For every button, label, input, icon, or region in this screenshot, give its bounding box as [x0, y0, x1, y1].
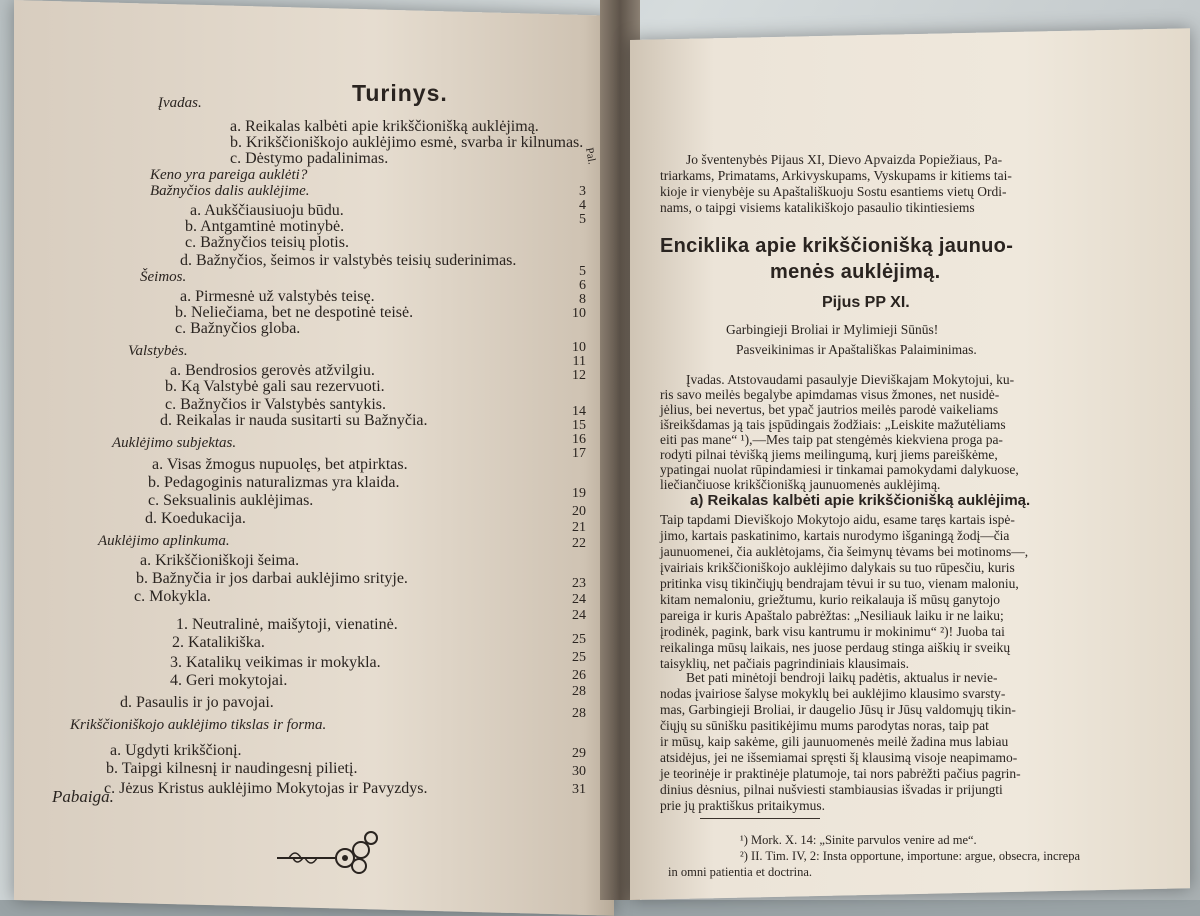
paragraph-line: reikalinga mūsų laikais, nes juose perdaug stinga aiškių ir sveikų — [660, 640, 1011, 655]
toc-entry: d. Reikalas ir nauda susitarti su Bažnyčia. — [160, 412, 428, 429]
toc-entry: b. Bažnyčia ir jos darbai auklėjimo srityje. — [136, 570, 408, 587]
encyclical-title: menės auklėjimą. — [770, 261, 941, 283]
address-line: kioje ir vienybėje su Apaštališkuoju Sostu esantiems vietų Ordi- — [660, 184, 1007, 199]
paragraph-line: pritinka visų tikinčiųjų bendrajam tėvui ir su tuo, vienam maloniu, — [660, 576, 1019, 591]
paragraph-line: ir mūsų, kaip sakėme, gili jaunuomenės meilė žadina mus labiau — [660, 734, 1009, 749]
toc-entry: 1. Neutralinė, maišytoji, vienatinė. — [176, 616, 398, 633]
toc-page-number: 30 — [572, 764, 586, 779]
toc-entry: c. Bažnyčios ir Valstybės santykis. — [165, 396, 387, 413]
toc-entry: c. Seksualinis auklėjimas. — [148, 492, 314, 509]
toc-entry: b. Neliečiama, bet ne despotinė teisė. — [175, 304, 414, 321]
toc-page-number: 22 — [572, 536, 586, 551]
toc-page-number: 5 — [579, 212, 586, 227]
paragraph-line: jimo, kartais paskatinimo, kartais nurodymo išganingą žodį—čia — [660, 528, 1010, 543]
toc-page-number: 10 — [572, 306, 586, 321]
intro-line: jėlius, bei nevertus, bet ypač jautrios meilės parodė vaikeliams — [660, 402, 999, 417]
intro-line: išreikšdamas ją tais įspūdingais žodžiais: „Leiskite mažutėliams — [660, 417, 1006, 432]
toc-page-number: 23 — [572, 576, 586, 591]
intro-line: eiti pas mane“ ¹),—Mes taip pat stengėmės kiekviena proga pa- — [660, 432, 1003, 447]
paragraph-line: nodas įvairiose šalyse mokyklų bei auklėjimo klausimo svarsty- — [660, 686, 1006, 701]
toc-page-number: 15 — [572, 418, 586, 433]
toc-page-number: 26 — [572, 668, 586, 683]
toc-entry: 3. Katalikų veikimas ir mokykla. — [170, 654, 381, 671]
toc-heading: Šeimos. — [140, 269, 187, 285]
address-line: Jo šventenybės Pijaus XI, Dievo Apvaizda Popiežiaus, Pa- — [686, 152, 1003, 167]
author: Pijus PP XI. — [822, 294, 910, 311]
toc-page-number: 17 — [572, 446, 586, 461]
toc-page-number: 12 — [572, 368, 586, 383]
toc-entry: b. Pedagoginis naturalizmas yra klaida. — [148, 474, 400, 491]
toc-entry: b. Ką Valstybė gali sau rezervuoti. — [165, 378, 385, 395]
blessing: Pasveikinimas ir Apaštališkas Palaiminimas. — [736, 342, 977, 357]
paragraph-line: įvairiais krikščioniškojo auklėjimo dalykais su tuo rūpesčiu, kuris — [660, 560, 1015, 575]
toc-page-number: 16 — [572, 432, 586, 447]
toc-page-number: 11 — [572, 354, 586, 369]
toc-page-number: 3 — [579, 184, 586, 199]
toc-entry: c. Bažnyčios globa. — [175, 320, 301, 337]
paragraph-line: Taip tapdami Dieviškojo Mokytojo aidu, esame taręs kartais ispė- — [660, 512, 1015, 527]
paragraph-line: pareiga ir kuris Apaštalo pabrėžtas: „Nesiliauk laiku ir ne laiku; — [660, 608, 1004, 623]
toc-page-number: 10 — [572, 340, 586, 355]
toc-page-number: 29 — [572, 746, 586, 761]
toc-heading: Keno yra pareiga auklėti? — [150, 167, 308, 183]
toc-entry: d. Bažnyčios, šeimos ir valstybės teisių suderinimas. — [180, 252, 517, 269]
paragraph-line: je teorinėje ir praktinėje platumoje, tai nors pabrėžti pačius pagrin- — [660, 766, 1021, 781]
toc-entry: d. Koedukacija. — [145, 510, 246, 527]
toc-entry: a. Reikalas kalbėti apie krikščionišką auklėjimą. — [230, 118, 539, 135]
encyclical-title: Enciklika apie krikščionišką jaunuo- — [660, 235, 1014, 257]
floral-ornament-icon — [275, 828, 385, 878]
toc-entry: 4. Geri mokytojai. — [170, 672, 288, 689]
toc-page-number: 25 — [572, 650, 586, 665]
greeting: Garbingieji Broliai ir Mylimieji Sūnūs! — [726, 322, 939, 337]
paragraph-line: prie jų praktiškus pritaikymus. — [660, 798, 825, 813]
toc-page-number: 8 — [579, 292, 586, 307]
toc-entry: a. Ugdyti krikščionį. — [110, 742, 242, 759]
intro-line: ypatingai nuolat rūpindamiesi ir tinkamai pamokydami dalykuose, — [660, 462, 1019, 477]
toc-entry: b. Antgamtinė motinybė. — [185, 218, 345, 235]
toc-heading: Auklėjimo subjektas. — [112, 435, 237, 451]
toc-entry: a. Pirmesnė už valstybės teisę. — [180, 288, 375, 305]
toc-entry: b. Krikščioniškojo auklėjimo esmė, svarba ir kilnumas. — [230, 134, 584, 151]
toc-entry: a. Aukščiausiuoju būdu. — [190, 202, 344, 219]
toc-page-number: 24 — [572, 592, 586, 607]
toc-heading: Valstybės. — [128, 343, 188, 359]
intro-line: liečiančiuose krikščionišką jaunuomenės auklėjimą. — [660, 477, 941, 492]
footnote-rule — [700, 818, 820, 819]
toc-page-number: 20 — [572, 504, 586, 519]
paragraph-line: dinius dėsnius, pilnai nušviesti stambiausias išvadas ir prijungti — [660, 782, 1003, 797]
toc-heading: Bažnyčios dalis auklėjime. — [150, 183, 310, 199]
toc-entry: 2. Katalikiška. — [172, 634, 265, 651]
toc-entry: c. Jėzus Kristus auklėjimo Mokytojas ir Pavyzdys. — [104, 780, 428, 797]
page-column-label: Pal. — [583, 146, 598, 166]
toc-page-number: 14 — [572, 404, 586, 419]
toc-page-number: 21 — [572, 520, 586, 535]
toc-ending: Pabaiga. — [52, 787, 114, 806]
footnote: ²) II. Tim. IV, 2: Insta opportune, importune: argue, obsecra, increpa — [740, 849, 1081, 863]
paragraph-line: mas, Garbingieji Broliai, ir daugelio Jūsų ir Jūsų valdomųjų tikin- — [660, 702, 1016, 717]
toc-heading: Įvadas. — [158, 95, 202, 111]
toc-page-number: 28 — [572, 684, 586, 699]
paragraph-line: čiųjų su sūnišku pasitikėjimu mums parodytas noras, taip pat — [660, 718, 989, 733]
footnote: in omni patientia et doctrina. — [668, 865, 813, 879]
footnote: ¹) Mork. X. 14: „Sinite parvulos venire ad me“. — [740, 833, 977, 847]
toc-title: Turinys. — [352, 80, 448, 106]
paragraph-line: taisyklių, net pačiais pagrindiniais klausimais. — [660, 656, 909, 671]
toc-page-number: 31 — [572, 782, 586, 797]
paragraph-line: Bet pati minėtoji bendroji laikų padėtis, aktualus ir nevie- — [686, 670, 998, 685]
toc-page-number: 25 — [572, 632, 586, 647]
toc-page-number: 24 — [572, 608, 586, 623]
toc-entry: c. Dėstymo padalinimas. — [230, 150, 389, 167]
toc-page-number: 5 — [579, 264, 586, 279]
toc-entry: a. Visas žmogus nupuolęs, bet atpirktas. — [152, 456, 408, 473]
toc-entry: c. Bažnyčios teisių plotis. — [185, 234, 349, 251]
intro-line: Įvadas. Atstovaudami pasaulyje Dieviškajam Mokytojui, ku- — [686, 372, 1015, 387]
toc-entry: c. Mokykla. — [134, 588, 211, 605]
toc-page-number: 6 — [579, 278, 586, 293]
intro-line: ris savo meilės begalybe apimdamas visus žmones, net nusidė- — [660, 387, 1000, 402]
paragraph-line: kitam nemaloniu, griežtumu, kurio reikalauja iš mūsų ganytojo — [660, 592, 1001, 607]
intro-line: rodyti pilnai tėvišką jiems meilingumą, kurį jiems pareiškėme, — [660, 447, 998, 462]
paragraph-line: jaunuomenei, čia auklėtojams, čia šeimynų tėvams bei motinoms—, — [660, 544, 1029, 559]
toc-entry: b. Taipgi kilnesnį ir naudingesnį pilietį. — [106, 760, 358, 777]
toc-entry: a. Bendrosios gerovės atžvilgiu. — [170, 362, 375, 379]
toc-entry: d. Pasaulis ir jo pavojai. — [120, 694, 274, 711]
toc-heading: Krikščioniškojo auklėjimo tikslas ir forma. — [70, 717, 327, 733]
toc-page-number: 19 — [572, 486, 586, 501]
address-line: triarkams, Primatams, Arkivyskupams, Vyskupams ir kitiems tai- — [660, 168, 1012, 183]
paragraph-line: įrodinėk, pagink, bark visu kantrumu ir mokinimu“ ²)! Juoba tai — [660, 624, 1005, 639]
toc-heading: Auklėjimo aplinkuma. — [98, 533, 230, 549]
address-line: nams, o taipgi visiems katalikiškojo pasaulio tikintiesiems — [660, 200, 975, 215]
toc-page-number: 28 — [572, 706, 586, 721]
toc-entry: a. Krikščioniškoji šeima. — [140, 552, 300, 569]
toc-page-number: 4 — [579, 198, 586, 213]
section-heading: a) Reikalas kalbėti apie krikščionišką auklėjimą. — [690, 492, 1031, 509]
paragraph-line: atsidėjus, jei ne išsemiamai spręsti šį klausimą visoje neapimamo- — [660, 750, 1018, 765]
